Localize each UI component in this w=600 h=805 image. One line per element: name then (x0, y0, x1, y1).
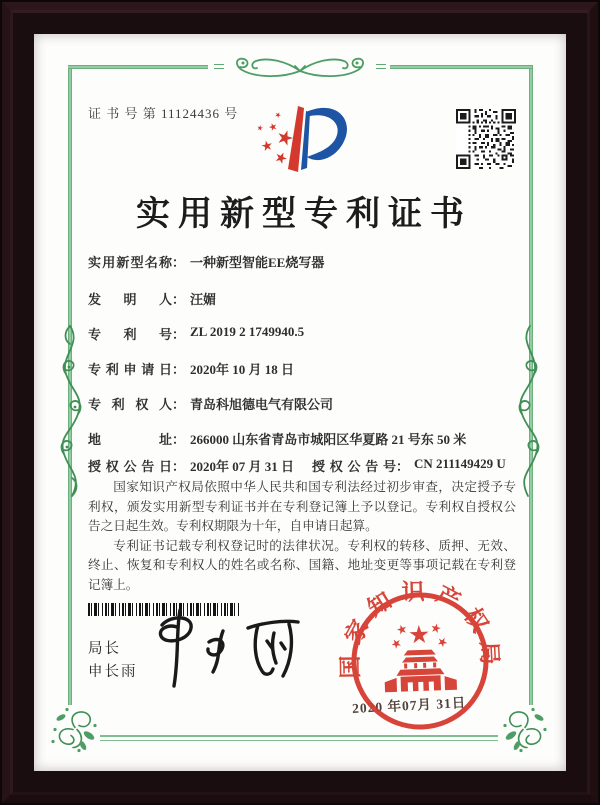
qr-code (456, 109, 516, 169)
field-value: 青岛科旭德电气有限公司 (190, 397, 334, 412)
top-flourish-ornament (228, 52, 372, 82)
colon: ： (172, 459, 186, 474)
national-emblem (383, 622, 457, 693)
legal-paragraph-1: 国家知识产权局依照中华人民共和国专利法经过初步审查，决定授予专利权，颁发实用新型专利证书并在专利登记簿上予以登记。专利权自授权公告之日起生效。专利权期限为十年，自申请日起算。 (88, 480, 516, 534)
seal-date: 2020 年07月 31日 (351, 695, 467, 716)
cnipa-red-seal (337, 578, 503, 739)
field-row-address (88, 429, 514, 448)
field-value: 2020年 07 月 31 日 (190, 459, 295, 474)
colon: ： (172, 327, 186, 342)
bottom-right-floral-ornament (497, 700, 555, 755)
field-label: 授权公告号 (312, 459, 396, 474)
certificate-title: 实用新型专利证书 (136, 196, 472, 233)
right-scroll-ornament (511, 322, 549, 500)
field-label: 发明人 (88, 292, 172, 307)
field-grant-no (312, 456, 506, 475)
signer-name: 申长雨 (88, 664, 138, 680)
left-scroll-ornament (51, 322, 89, 500)
field-value: 2020年 10 月 18 日 (190, 362, 295, 377)
colon: ： (396, 459, 410, 474)
field-label: 专利号 (88, 327, 172, 342)
field-label: 专利权人 (88, 397, 172, 412)
field-value: 266000 山东省青岛市城阳区华夏路 21 号东 50 米 (190, 432, 467, 447)
colon: ： (172, 292, 186, 307)
legal-text (88, 478, 516, 596)
field-row-filing-date (88, 359, 514, 378)
field-value: 一种新型智能EE烧写器 (190, 255, 325, 270)
field-label: 授权公告日 (88, 459, 172, 474)
field-label: 实用新型名称 (88, 255, 172, 270)
seal-org-text: 国家知识产权局 (337, 578, 503, 679)
field-label: 专利申请日 (88, 362, 172, 377)
colon: ： (172, 432, 186, 447)
field-value: 汪媚 (190, 292, 217, 307)
colon: ： (172, 362, 186, 377)
field-row-name (88, 252, 514, 271)
field-value: CN 211149429 U (414, 456, 506, 471)
colon: ： (172, 255, 186, 270)
field-row-patent-no (88, 324, 514, 343)
signer-title: 局长 (88, 641, 121, 657)
cnipa-patent-logo (248, 94, 352, 182)
certificate-number: 证 书 号 第 11124436 号 (88, 106, 239, 121)
signature-shen-changyu (150, 598, 325, 693)
field-value: ZL 2019 2 1749940.5 (190, 324, 305, 339)
field-label: 地址 (88, 432, 172, 447)
legal-paragraph-2: 专利证书记载专利权登记时的法律状况。专利权的转移、质押、无效、终止、恢复和专利权人的姓名或名称、国籍、地址变更等事项记载在专利登记簿上。 (88, 538, 516, 592)
bottom-left-floral-ornament (45, 700, 103, 755)
field-row-grant (88, 456, 514, 475)
field-row-patentee (88, 394, 514, 413)
field-row-inventor (88, 289, 514, 308)
colon: ： (172, 397, 186, 412)
